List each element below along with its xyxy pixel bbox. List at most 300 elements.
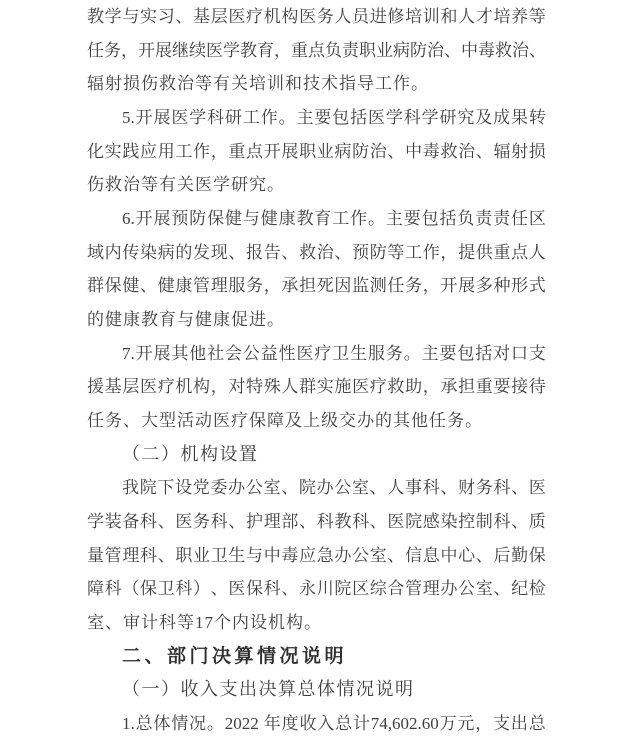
glyph-segment: 、 xyxy=(210,579,228,599)
glyph-segment: 公 xyxy=(458,579,476,599)
text-line xyxy=(87,539,546,573)
glyph-segment: 。 xyxy=(368,209,385,229)
glyph-segment: 备 xyxy=(122,512,140,532)
glyph-segment: 、 xyxy=(440,478,458,498)
glyph-segment: ， xyxy=(263,276,281,296)
glyph-segment: 点 xyxy=(308,40,325,60)
glyph-segment: 展 xyxy=(281,141,299,161)
glyph-segment: 应 xyxy=(299,545,317,565)
glyph-segment: 室 xyxy=(369,545,387,565)
glyph-segment: 病 xyxy=(334,141,352,161)
glyph-segment: 、 xyxy=(281,242,299,262)
glyph-segment: 务 xyxy=(316,7,334,26)
glyph-segment: 提 xyxy=(458,242,476,262)
glyph-segment: 员 xyxy=(352,7,370,26)
glyph-segment: 救 xyxy=(299,242,317,262)
text-line xyxy=(87,707,546,741)
glyph-segment: 综 xyxy=(369,579,387,599)
glyph-segment: 心 xyxy=(458,545,476,565)
glyph-segment: 毒 xyxy=(281,545,299,565)
glyph-segment: ， xyxy=(121,40,138,60)
glyph-segment: ， xyxy=(440,242,458,262)
glyph-segment: 对 xyxy=(493,343,511,363)
glyph-segment: 重 xyxy=(475,377,493,397)
glyph-segment: 工 xyxy=(242,108,260,128)
glyph-segment: 医 xyxy=(206,40,223,60)
glyph-segment: 务 xyxy=(104,40,121,60)
glyph-segment: 科 xyxy=(316,512,334,532)
glyph-segment: 因 xyxy=(334,276,352,296)
glyph-segment: 基 xyxy=(104,377,122,397)
glyph-segment: 保 xyxy=(207,209,225,229)
glyph-segment: 治 xyxy=(427,40,444,60)
glyph-segment: 等 xyxy=(387,242,405,262)
glyph-segment: 包 xyxy=(332,108,350,128)
glyph-segment: 。 xyxy=(206,714,224,734)
text-line xyxy=(87,269,546,303)
text-line: （二）机构设置 xyxy=(122,443,259,465)
glyph-segment: 下 xyxy=(157,478,175,498)
glyph-segment: 、 xyxy=(493,579,511,599)
glyph-segment: 医 xyxy=(528,478,546,498)
glyph-segment: 人 xyxy=(281,377,299,397)
glyph-segment: 、 xyxy=(299,512,317,532)
glyph-segment: 务 xyxy=(193,512,211,532)
glyph-segment: 装 xyxy=(104,512,122,532)
glyph-segment: 主 xyxy=(385,209,403,229)
glyph-segment: 防 xyxy=(352,141,370,161)
glyph-segment: 要 xyxy=(493,377,511,397)
glyph-segment: 体 xyxy=(153,714,171,734)
glyph-segment: 展 xyxy=(153,209,171,229)
glyph-segment: 的 xyxy=(175,242,193,262)
glyph-segment: 、 xyxy=(281,579,299,599)
glyph-segment: 作 xyxy=(350,209,368,229)
glyph-segment: 公 xyxy=(352,545,370,565)
glyph-segment: 进 xyxy=(369,7,387,26)
glyph-segment: 公 xyxy=(245,478,263,498)
glyph-segment: 务 xyxy=(405,276,423,296)
text-line xyxy=(87,471,546,505)
glyph-segment: 治 xyxy=(512,40,529,60)
glyph-segment: 要 xyxy=(403,209,421,229)
text-line: 任务、大型活动医疗保障及上级交办的其他任务。 xyxy=(87,411,483,431)
glyph-segment: 、 xyxy=(228,242,246,262)
glyph-segment: 中 xyxy=(263,545,281,565)
glyph-segment: 医 xyxy=(299,7,317,26)
glyph-segment: 科 xyxy=(140,512,158,532)
glyph-segment: 育 xyxy=(257,40,274,60)
glyph-segment: ， xyxy=(422,276,440,296)
glyph-segment: 健 xyxy=(225,209,242,229)
glyph-segment: 康 xyxy=(278,209,296,229)
glyph-segment: 学 xyxy=(421,108,439,128)
glyph-segment: 要 xyxy=(439,343,457,363)
glyph-segment: 元 xyxy=(457,714,475,734)
glyph-segment: 务 xyxy=(385,343,403,363)
glyph-segment: 、 xyxy=(511,478,529,498)
text-line xyxy=(87,0,546,34)
glyph-segment: 、 xyxy=(387,545,405,565)
glyph-segment: 疗 xyxy=(246,7,264,26)
glyph-segment: 开 xyxy=(135,108,153,128)
glyph-segment: 化 xyxy=(87,141,104,161)
text-line: 二、部门决算情况说明 xyxy=(122,645,348,667)
glyph-segment: 委 xyxy=(210,478,228,498)
glyph-segment: 他 xyxy=(189,343,207,363)
glyph-segment: 供 xyxy=(475,242,493,262)
glyph-segment: 作 xyxy=(422,242,440,262)
glyph-segment: 殊 xyxy=(263,377,281,397)
glyph-segment: 卫 xyxy=(210,545,228,565)
glyph-segment: 人 xyxy=(458,7,476,26)
glyph-segment: 室 xyxy=(475,579,493,599)
glyph-segment: 收 xyxy=(299,714,317,734)
glyph-segment: 科 xyxy=(403,108,421,128)
glyph-segment: 重 xyxy=(228,141,246,161)
glyph-segment: 展 xyxy=(155,40,172,60)
glyph-segment: 续 xyxy=(189,40,206,60)
glyph-segment: 学 xyxy=(189,108,207,128)
text-line xyxy=(87,135,546,169)
glyph-segment: 务 xyxy=(475,478,493,498)
glyph-segment: 性 xyxy=(278,343,296,363)
glyph-segment: 防 xyxy=(369,242,387,262)
glyph-segment: 救 xyxy=(495,40,512,60)
glyph-segment: 、 xyxy=(228,512,246,532)
glyph-segment: 病 xyxy=(157,242,175,262)
glyph-segment: 科 xyxy=(140,545,158,565)
glyph-segment: 构 xyxy=(193,377,211,397)
glyph-segment: 川 xyxy=(316,579,334,599)
glyph-segment: 疗 xyxy=(314,343,332,363)
glyph-segment: 入 xyxy=(317,714,335,734)
glyph-segment: 究 xyxy=(457,108,475,128)
glyph-segment: 疗 xyxy=(369,377,387,397)
glyph-segment: 重 xyxy=(291,40,308,60)
glyph-segment: 射 xyxy=(511,141,529,161)
glyph-segment: 习 xyxy=(157,7,175,26)
glyph-segment: 办 xyxy=(316,478,334,498)
glyph-segment: 健 xyxy=(260,209,278,229)
glyph-segment: 部 xyxy=(281,512,299,532)
glyph-segment: 万 xyxy=(439,714,457,734)
glyph-segment: 成 xyxy=(493,108,511,128)
glyph-segment: 式 xyxy=(528,276,546,296)
glyph-segment: 要 xyxy=(314,108,332,128)
glyph-segment: 情 xyxy=(171,714,189,734)
glyph-segment: 财 xyxy=(458,478,476,498)
glyph-segment: 、 xyxy=(369,478,387,498)
glyph-segment: 理 xyxy=(210,276,228,296)
text-line: 室、审计科等17个内设机构。 xyxy=(87,613,322,633)
glyph-segment: ， xyxy=(274,40,291,60)
glyph-segment: 负 xyxy=(325,40,342,60)
glyph-segment: 防 xyxy=(189,209,207,229)
glyph-segment: 、 xyxy=(475,545,493,565)
glyph-segment: 科 xyxy=(207,108,225,128)
glyph-segment: 科 xyxy=(422,478,440,498)
glyph-segment: 治 xyxy=(316,242,334,262)
glyph-segment: 损 xyxy=(528,141,546,161)
glyph-segment: 救 xyxy=(387,377,405,397)
glyph-segment: 口 xyxy=(511,343,528,363)
glyph-segment: 特 xyxy=(246,377,264,397)
glyph-segment: 院 xyxy=(298,478,316,498)
text-line: 的健康教育与健康促进。 xyxy=(87,310,285,330)
glyph-segment: 检 xyxy=(528,579,546,599)
glyph-segment: 理 xyxy=(422,579,440,599)
glyph-segment: 机 xyxy=(175,377,193,397)
glyph-segment: 责 xyxy=(475,209,493,229)
glyph-segment: 传 xyxy=(122,242,140,262)
glyph-segment: 点 xyxy=(511,242,529,262)
glyph-segment: 群 xyxy=(87,276,104,296)
glyph-segment: 内 xyxy=(104,242,122,262)
glyph-segment: 康 xyxy=(175,276,193,296)
glyph-segment: ） xyxy=(193,579,211,599)
glyph-segment: 7. xyxy=(122,343,135,363)
glyph-segment: 才 xyxy=(475,7,493,26)
glyph-segment: 、 xyxy=(529,40,546,60)
glyph-segment: 信 xyxy=(405,545,423,565)
glyph-segment: 其 xyxy=(171,343,189,363)
glyph-segment: 社 xyxy=(207,343,225,363)
glyph-segment: 承 xyxy=(440,377,458,397)
glyph-segment: 负 xyxy=(457,209,475,229)
glyph-segment: 计 xyxy=(352,714,370,734)
glyph-segment: 任 xyxy=(511,209,528,229)
glyph-segment: 实 xyxy=(140,7,158,26)
glyph-segment: 我 xyxy=(122,478,139,498)
glyph-segment: ， xyxy=(210,377,228,397)
glyph-segment: 养 xyxy=(511,7,529,26)
glyph-segment: 基 xyxy=(193,7,211,26)
glyph-segment: 学 xyxy=(104,7,122,26)
glyph-segment: ， xyxy=(475,714,493,734)
glyph-segment: 设 xyxy=(175,478,193,498)
glyph-segment: 测 xyxy=(369,276,387,296)
glyph-segment: 护 xyxy=(246,512,264,532)
glyph-segment: 开 xyxy=(263,141,281,161)
glyph-segment: 括 xyxy=(350,108,368,128)
glyph-segment: 生 xyxy=(350,343,368,363)
glyph-segment: 开 xyxy=(138,40,155,60)
glyph-segment: 包 xyxy=(457,343,475,363)
glyph-segment: 科 xyxy=(352,512,370,532)
text-line: 伤救治等有关医学研究。 xyxy=(87,175,285,195)
glyph-segment: 染 xyxy=(440,512,458,532)
glyph-segment: 括 xyxy=(475,343,493,363)
glyph-segment: 转 xyxy=(528,108,546,128)
glyph-segment: 党 xyxy=(192,478,210,498)
glyph-segment: 感 xyxy=(422,512,440,532)
glyph-segment: 学 xyxy=(385,108,403,128)
glyph-segment: 量 xyxy=(87,545,104,565)
glyph-segment: 教 xyxy=(296,209,314,229)
glyph-segment: 实 xyxy=(104,141,122,161)
glyph-segment: 监 xyxy=(352,276,370,296)
glyph-segment: 急 xyxy=(316,545,334,565)
glyph-segment: 工 xyxy=(405,242,423,262)
glyph-segment: 管 xyxy=(104,545,122,565)
glyph-segment: 任 xyxy=(387,276,405,296)
glyph-segment: 人 xyxy=(334,7,352,26)
glyph-segment: 支 xyxy=(528,343,546,363)
glyph-segment: 主 xyxy=(296,108,314,128)
glyph-segment: 健 xyxy=(122,276,140,296)
glyph-segment: 教 xyxy=(334,512,352,532)
glyph-segment: 人 xyxy=(387,478,405,498)
glyph-segment: 展 xyxy=(458,276,476,296)
glyph-segment: 、 xyxy=(140,276,158,296)
glyph-segment: 制 xyxy=(475,512,493,532)
glyph-segment: 接 xyxy=(511,377,529,397)
glyph-segment: 总 xyxy=(335,714,353,734)
glyph-segment: 与 xyxy=(242,209,260,229)
glyph-segment: 74,602.60 xyxy=(370,714,439,734)
glyph-segment: 职 xyxy=(299,141,317,161)
glyph-segment: 死 xyxy=(316,276,334,296)
glyph-segment: 院 xyxy=(405,512,423,532)
glyph-segment: 毒 xyxy=(422,141,440,161)
glyph-segment: 开 xyxy=(135,343,153,363)
glyph-segment: 等 xyxy=(528,7,546,26)
glyph-segment: 待 xyxy=(528,377,546,397)
text-line xyxy=(87,236,546,270)
glyph-segment: 修 xyxy=(387,7,405,26)
glyph-segment: 5. xyxy=(122,108,135,128)
glyph-segment: 责 xyxy=(342,40,359,60)
glyph-segment: 教 xyxy=(87,7,104,26)
text-line xyxy=(87,337,546,371)
glyph-segment: 辐 xyxy=(493,141,511,161)
glyph-segment: 科 xyxy=(263,579,281,599)
text-line: 辐射损伤救治等有关培训和技术指导工作。 xyxy=(87,74,429,94)
glyph-segment: 业 xyxy=(316,141,334,161)
glyph-segment: 多 xyxy=(475,276,493,296)
glyph-segment: 年 xyxy=(263,714,281,734)
glyph-segment: 、 xyxy=(511,512,529,532)
glyph-segment: 、 xyxy=(387,141,405,161)
glyph-segment: 障 xyxy=(87,579,104,599)
glyph-segment: 任 xyxy=(87,40,104,60)
glyph-segment: 院 xyxy=(139,478,157,498)
glyph-segment: 开 xyxy=(440,276,458,296)
glyph-segment: 、 xyxy=(175,7,193,26)
text-line xyxy=(87,34,546,68)
glyph-segment: 担 xyxy=(458,377,476,397)
glyph-segment: 防 xyxy=(410,40,427,60)
glyph-segment: 和 xyxy=(440,7,458,26)
glyph-segment: 6. xyxy=(122,209,135,229)
glyph-segment: 助 xyxy=(405,377,423,397)
glyph-segment: 办 xyxy=(440,579,458,599)
glyph-segment: 科 xyxy=(493,512,511,532)
glyph-segment: 援 xyxy=(87,377,104,397)
glyph-segment: 区 xyxy=(528,209,546,229)
glyph-segment: 总 xyxy=(135,714,153,734)
glyph-segment: 度 xyxy=(281,714,299,734)
glyph-segment: 担 xyxy=(299,276,317,296)
glyph-segment: 教 xyxy=(240,40,257,60)
text-line xyxy=(87,572,546,606)
glyph-segment: 主 xyxy=(421,343,439,363)
glyph-segment: 病 xyxy=(393,40,410,60)
glyph-segment: 科 xyxy=(175,579,193,599)
glyph-segment: 保 xyxy=(528,545,546,565)
glyph-segment: 域 xyxy=(87,242,104,262)
glyph-segment: 办 xyxy=(228,478,246,498)
glyph-segment: 学 xyxy=(87,512,104,532)
glyph-segment: 控 xyxy=(458,512,476,532)
glyph-segment: 理 xyxy=(263,512,281,532)
glyph-segment: 生 xyxy=(228,545,246,565)
glyph-segment: 2022 xyxy=(224,714,263,734)
text-block xyxy=(87,0,546,741)
glyph-segment: 医 xyxy=(228,579,246,599)
glyph-segment: 开 xyxy=(135,209,153,229)
glyph-segment: 勤 xyxy=(511,545,529,565)
text-line xyxy=(87,370,546,404)
text-line xyxy=(87,202,546,236)
text-line xyxy=(87,505,546,539)
glyph-segment: 合 xyxy=(387,579,405,599)
glyph-segment: 形 xyxy=(511,276,529,296)
glyph-segment: 包 xyxy=(421,209,439,229)
glyph-segment: 医 xyxy=(140,377,158,397)
glyph-segment: 救 xyxy=(440,141,458,161)
glyph-segment: 卫 xyxy=(157,579,175,599)
glyph-segment: 理 xyxy=(122,545,140,565)
glyph-segment: 总 xyxy=(528,714,546,734)
glyph-segment: 会 xyxy=(225,343,242,363)
glyph-segment: 公 xyxy=(334,478,352,498)
glyph-segment: 用 xyxy=(157,141,175,161)
glyph-segment: 、 xyxy=(157,512,175,532)
glyph-segment: 服 xyxy=(228,276,246,296)
glyph-segment: 。 xyxy=(403,343,421,363)
glyph-segment: ， xyxy=(210,141,228,161)
text-line xyxy=(87,101,546,135)
glyph-segment: 支 xyxy=(493,714,511,734)
glyph-segment: 益 xyxy=(260,343,278,363)
glyph-segment: 作 xyxy=(193,141,211,161)
glyph-segment: 毒 xyxy=(478,40,495,60)
glyph-segment: 种 xyxy=(493,276,511,296)
glyph-segment: 应 xyxy=(140,141,158,161)
glyph-segment: 研 xyxy=(225,108,242,128)
glyph-segment: 卫 xyxy=(332,343,350,363)
glyph-segment: 告 xyxy=(263,242,281,262)
glyph-segment: 业 xyxy=(376,40,393,60)
glyph-segment: 训 xyxy=(422,7,440,26)
glyph-segment: 与 xyxy=(122,7,140,26)
glyph-segment: 、 xyxy=(157,545,175,565)
glyph-segment: 括 xyxy=(439,209,457,229)
glyph-segment: 。 xyxy=(278,108,296,128)
glyph-segment: 工 xyxy=(332,209,350,229)
glyph-segment: 研 xyxy=(439,108,457,128)
glyph-segment: 预 xyxy=(352,242,370,262)
glyph-segment: 保 xyxy=(104,276,122,296)
glyph-segment: 治 xyxy=(458,141,476,161)
glyph-segment: 后 xyxy=(493,545,511,565)
glyph-segment: 健 xyxy=(157,276,175,296)
glyph-segment: 医 xyxy=(296,343,314,363)
glyph-segment: 重 xyxy=(493,242,511,262)
glyph-segment: 点 xyxy=(246,141,264,161)
